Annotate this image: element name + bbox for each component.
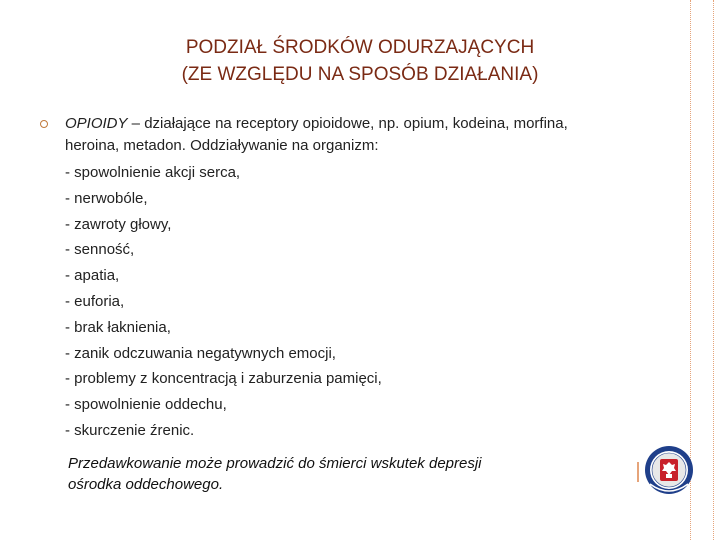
bullet-circle-icon	[40, 120, 48, 128]
list-item: - spowolnienie oddechu,	[65, 396, 227, 414]
list-item: - euforia,	[65, 292, 125, 310]
bullet-description: – działające na receptory opioidowe, np. opium, kodeina, morfina, heroina, metadon. Oddziaływanie na organizm:	[65, 115, 568, 154]
list-item: - skurczenie źrenic.	[65, 421, 195, 439]
emblem-bracket	[637, 462, 644, 482]
list-item: - apatia,	[65, 267, 120, 285]
list-item: - spowolnienie akcji serca,	[65, 164, 241, 181]
list-item: - zawroty głowy,	[65, 215, 172, 233]
bullet-term: OPIOIDY	[65, 115, 128, 132]
overdose-line-1: Przedawkowanie może prowadzić do śmierci wskutek depresji	[68, 455, 482, 472]
list-item: - nerwobóle,	[65, 189, 148, 207]
list-item: - zanik odczuwania negatywnych emocji,	[65, 344, 336, 362]
overdose-line-2: ośrodka oddechowego.	[68, 476, 224, 493]
effects-list	[65, 163, 382, 447]
list-item: - brak łaknienia,	[65, 318, 171, 336]
bullet-paragraph	[65, 113, 625, 157]
title-line-2: (ZE WZGLĘDU NA SPOSÓB DZIAŁANIA)	[181, 64, 539, 85]
list-item: - senność,	[65, 241, 135, 259]
overdose-note	[68, 453, 628, 495]
police-emblem-icon	[644, 444, 694, 496]
title-line-1: PODZIAŁ ŚRODKÓW ODURZAJĄCYCH	[185, 37, 535, 58]
slide-title	[0, 34, 720, 88]
list-item: - problemy z koncentracją i zaburzenia pamięci,	[65, 370, 382, 388]
